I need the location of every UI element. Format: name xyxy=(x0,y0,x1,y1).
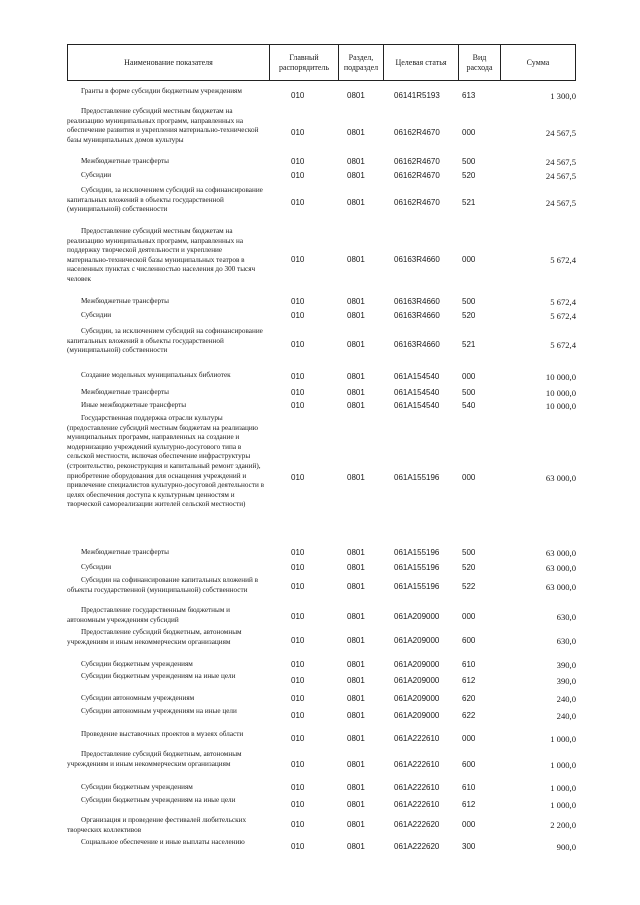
row-section: 0801 xyxy=(347,694,365,703)
row-name: Гранты в форме субсидии бюджетным учреждениям xyxy=(81,87,242,95)
row-name: Субсидии xyxy=(81,563,112,571)
table-row xyxy=(67,227,576,293)
row-sum: 2 200,0 xyxy=(550,820,576,830)
row-article: 06162R4670 xyxy=(394,198,440,207)
row-name: Иные межбюджетные трансферты xyxy=(81,401,187,409)
table-row xyxy=(67,371,576,383)
row-name: Межбюджетные трансферты xyxy=(81,388,169,396)
row-main: 010 xyxy=(291,198,305,207)
row-article: 061A222610 xyxy=(394,734,440,743)
row-expense: 500 xyxy=(462,157,476,166)
table-row xyxy=(67,660,576,670)
row-sum: 24 567,5 xyxy=(545,198,576,208)
row-expense: 522 xyxy=(462,582,476,591)
table-row xyxy=(67,327,576,363)
row-section: 0801 xyxy=(347,157,365,166)
row-section: 0801 xyxy=(347,734,365,743)
row-section: 0801 xyxy=(347,711,365,720)
row-sum: 63 000,0 xyxy=(545,548,576,558)
row-article: 061A222620 xyxy=(394,842,440,851)
row-section: 0801 xyxy=(347,372,365,381)
row-section: 0801 xyxy=(347,388,365,397)
row-article: 06162R4670 xyxy=(394,128,440,137)
row-article: 061A222610 xyxy=(394,783,440,792)
row-expense: 520 xyxy=(462,311,476,320)
row-name: Субсидии автономным учреждениям xyxy=(81,694,195,702)
table-row xyxy=(67,414,576,542)
row-expense: 610 xyxy=(462,660,476,669)
row-sum: 24 567,5 xyxy=(545,171,576,181)
row-name: Субсидии, за исключением субсидий на софинансирование капитальных вложений в объекты государственной (муниципальной) собственности xyxy=(67,186,263,214)
row-main: 010 xyxy=(291,612,305,621)
row-section: 0801 xyxy=(347,842,365,851)
table-row xyxy=(67,171,576,181)
table-row xyxy=(67,311,576,321)
row-name: Субсидии бюджетным учреждениям xyxy=(81,783,193,791)
row-article: 061A209000 xyxy=(394,711,440,720)
row-article: 061A209000 xyxy=(394,694,440,703)
table-row xyxy=(67,186,576,220)
row-main: 010 xyxy=(291,372,305,381)
row-article: 06141R5193 xyxy=(394,91,440,100)
row-section: 0801 xyxy=(347,128,365,137)
row-main: 010 xyxy=(291,800,305,809)
row-article: 061A222610 xyxy=(394,760,440,769)
row-main: 010 xyxy=(291,842,305,851)
row-sum: 240,0 xyxy=(556,694,576,704)
row-expense: 620 xyxy=(462,694,476,703)
row-article: 06163R4660 xyxy=(394,340,440,349)
row-main: 010 xyxy=(291,820,305,829)
row-main: 010 xyxy=(291,401,305,410)
row-name: Субсидии xyxy=(81,171,112,179)
table-row xyxy=(67,297,576,307)
row-article: 061A155196 xyxy=(394,548,440,557)
row-name: Субсидии, за исключением субсидий на софинансирование капитальных вложений в объекты государственной (муниципальной) собственности xyxy=(67,327,263,355)
row-section: 0801 xyxy=(347,473,365,482)
row-name: Предоставление субсидий местным бюджетам на реализацию муниципальных программ, направленных на обеспечение развития и укрепления материально-технической базы муниципальных домов культуры xyxy=(67,107,259,144)
row-expense: 000 xyxy=(462,612,476,621)
table-row xyxy=(67,576,576,598)
row-expense: 000 xyxy=(462,128,476,137)
row-section: 0801 xyxy=(347,171,365,180)
row-section: 0801 xyxy=(347,297,365,306)
row-main: 010 xyxy=(291,128,305,137)
row-main: 010 xyxy=(291,297,305,306)
row-main: 010 xyxy=(291,711,305,720)
row-expense: 520 xyxy=(462,563,476,572)
table-row xyxy=(67,606,576,628)
row-sum: 390,0 xyxy=(556,660,576,670)
row-expense: 622 xyxy=(462,711,476,720)
row-section: 0801 xyxy=(347,548,365,557)
row-article: 061A154540 xyxy=(394,401,440,410)
row-sum: 1 000,0 xyxy=(550,783,576,793)
row-article: 061A154540 xyxy=(394,372,440,381)
row-expense: 000 xyxy=(462,255,476,264)
row-expense: 000 xyxy=(462,473,476,482)
row-sum: 63 000,0 xyxy=(545,582,576,592)
row-article: 061A209000 xyxy=(394,660,440,669)
table-row xyxy=(67,87,576,105)
row-name: Субсидии бюджетным учреждениям на иные цели xyxy=(81,796,236,804)
row-expense: 612 xyxy=(462,676,476,685)
row-name: Социальное обеспечение и иные выплаты населению xyxy=(81,838,245,846)
row-expense: 500 xyxy=(462,548,476,557)
row-section: 0801 xyxy=(347,760,365,769)
row-expense: 000 xyxy=(462,734,476,743)
row-section: 0801 xyxy=(347,660,365,669)
row-section: 0801 xyxy=(347,636,365,645)
row-main: 010 xyxy=(291,582,305,591)
row-main: 010 xyxy=(291,676,305,685)
row-expense: 500 xyxy=(462,297,476,306)
row-section: 0801 xyxy=(347,401,365,410)
table-header xyxy=(67,44,576,81)
row-main: 010 xyxy=(291,563,305,572)
row-sum: 240,0 xyxy=(556,711,576,721)
row-section: 0801 xyxy=(347,340,365,349)
row-sum: 1 000,0 xyxy=(550,800,576,810)
row-sum: 24 567,5 xyxy=(545,157,576,167)
row-main: 010 xyxy=(291,311,305,320)
table-row xyxy=(67,388,576,398)
header-section: Раздел, подраздел xyxy=(339,45,384,80)
row-sum: 1 000,0 xyxy=(550,734,576,744)
row-expense: 000 xyxy=(462,820,476,829)
row-name: Субсидии автономным учреждениям на иные цели xyxy=(81,707,237,715)
row-expense: 520 xyxy=(462,171,476,180)
row-sum: 1 300,0 xyxy=(550,91,576,101)
header-name: Наименование показателя xyxy=(68,45,270,80)
row-section: 0801 xyxy=(347,582,365,591)
header-expense: Вид расхода xyxy=(459,45,501,80)
row-main: 010 xyxy=(291,636,305,645)
row-main: 010 xyxy=(291,157,305,166)
table-row xyxy=(67,157,576,167)
row-main: 010 xyxy=(291,660,305,669)
row-article: 061A222620 xyxy=(394,820,440,829)
row-main: 010 xyxy=(291,171,305,180)
header-sum: Сумма xyxy=(526,57,550,67)
table-row xyxy=(67,816,576,834)
table-row xyxy=(67,401,576,411)
row-article: 06163R4660 xyxy=(394,297,440,306)
row-article: 06162R4670 xyxy=(394,157,440,166)
row-article: 061A155196 xyxy=(394,563,440,572)
row-name: Субсидии на софинансирование капитальных вложений в объекты государственной (муниципальной) собственности xyxy=(67,576,259,594)
row-main: 010 xyxy=(291,760,305,769)
row-main: 010 xyxy=(291,388,305,397)
row-sum: 10 000,0 xyxy=(545,372,576,382)
table-row xyxy=(67,548,576,558)
row-section: 0801 xyxy=(347,198,365,207)
row-name: Субсидии бюджетным учреждениям xyxy=(81,660,193,668)
row-name: Организация и проведение фестивалей любительских творческих коллективов xyxy=(67,816,247,834)
row-expense: 613 xyxy=(462,91,476,100)
row-sum: 5 672,4 xyxy=(550,297,576,307)
row-sum: 5 672,4 xyxy=(550,340,576,350)
row-expense: 521 xyxy=(462,340,476,349)
row-sum: 5 672,4 xyxy=(550,311,576,321)
row-article: 06163R4660 xyxy=(394,255,440,264)
row-article: 061A154540 xyxy=(394,388,440,397)
table-row xyxy=(67,730,576,748)
table-row xyxy=(67,694,576,704)
row-section: 0801 xyxy=(347,612,365,621)
row-article: 061A209000 xyxy=(394,676,440,685)
row-sum: 63 000,0 xyxy=(545,563,576,573)
row-sum: 630,0 xyxy=(556,612,576,622)
table-row xyxy=(67,563,576,573)
row-main: 010 xyxy=(291,734,305,743)
row-article: 061A155196 xyxy=(394,582,440,591)
row-article: 061A209000 xyxy=(394,612,440,621)
row-main: 010 xyxy=(291,340,305,349)
row-name: Предоставление субсидий бюджетным, автономным учреждениям и иным некоммерческим организациям xyxy=(67,628,242,646)
row-name: Государственная поддержка отрасли культуры (предоставление субсидий местным бюджетам на реализацию муниципальных программ, направленных на создание и модернизацию учреждений культурно-досугового типа в сельской местности, включая обеспечение инфраструктуры (строительство, реконструкция и капитальный ремонт зданий), приобретение оборудования для оснащения учреждений и привлечение специалистов культурно-досуговой деятельности в целях обеспечения доступа к культурным ценностям и творческой самореализации жителей сельской местности) xyxy=(67,414,265,509)
row-sum: 5 672,4 xyxy=(550,255,576,265)
row-section: 0801 xyxy=(347,255,365,264)
row-name: Межбюджетные трансферты xyxy=(81,548,169,556)
table-row xyxy=(67,750,576,780)
row-main: 010 xyxy=(291,694,305,703)
row-main: 010 xyxy=(291,91,305,100)
table-row xyxy=(67,707,576,725)
row-main: 010 xyxy=(291,473,305,482)
row-section: 0801 xyxy=(347,783,365,792)
row-section: 0801 xyxy=(347,91,365,100)
row-expense: 612 xyxy=(462,800,476,809)
row-sum: 900,0 xyxy=(556,842,576,852)
row-section: 0801 xyxy=(347,820,365,829)
table-row xyxy=(67,672,576,690)
table-row xyxy=(67,783,576,793)
row-expense: 610 xyxy=(462,783,476,792)
row-main: 010 xyxy=(291,255,305,264)
row-expense: 500 xyxy=(462,388,476,397)
row-article: 061A209000 xyxy=(394,636,440,645)
row-name: Субсидии xyxy=(81,311,112,319)
header-article: Целевая статья xyxy=(384,45,459,80)
row-sum: 10 000,0 xyxy=(545,388,576,398)
row-expense: 300 xyxy=(462,842,476,851)
header-main: Главный распорядитель xyxy=(270,45,339,80)
row-sum: 24 567,5 xyxy=(545,128,576,138)
row-name: Межбюджетные трансферты xyxy=(81,157,169,165)
row-sum: 63 000,0 xyxy=(545,473,576,483)
row-section: 0801 xyxy=(347,563,365,572)
row-article: 061A155196 xyxy=(394,473,440,482)
row-expense: 600 xyxy=(462,760,476,769)
row-section: 0801 xyxy=(347,676,365,685)
row-name: Проведение выставочных проектов в музеях области xyxy=(81,730,244,738)
row-sum: 1 000,0 xyxy=(550,760,576,770)
table-row xyxy=(67,107,576,159)
row-expense: 000 xyxy=(462,372,476,381)
table-row xyxy=(67,796,576,814)
row-name: Предоставление государственным бюджетным и автономным учреждениям субсидий xyxy=(67,606,231,624)
row-expense: 600 xyxy=(462,636,476,645)
row-article: 06163R4660 xyxy=(394,311,440,320)
row-sum: 630,0 xyxy=(556,636,576,646)
row-article: 061A222610 xyxy=(394,800,440,809)
row-sum: 390,0 xyxy=(556,676,576,686)
row-name: Субсидии бюджетным учреждениям на иные цели xyxy=(81,672,236,680)
row-expense: 521 xyxy=(462,198,476,207)
row-name: Предоставление субсидий местным бюджетам на реализацию муниципальных программ, направленных на поддержку творческой деятельности и укрепление материально-технической базы муниципальных театров в населенных пунктах с численностью населения до 300 тысяч человек xyxy=(67,227,256,283)
row-expense: 540 xyxy=(462,401,476,410)
row-main: 010 xyxy=(291,548,305,557)
row-article: 06162R4670 xyxy=(394,171,440,180)
row-main: 010 xyxy=(291,783,305,792)
table-row xyxy=(67,628,576,654)
row-name: Межбюджетные трансферты xyxy=(81,297,169,305)
table-row xyxy=(67,838,576,856)
row-section: 0801 xyxy=(347,800,365,809)
row-section: 0801 xyxy=(347,311,365,320)
row-name: Создание модельных муниципальных библиотек xyxy=(81,371,231,379)
row-name: Предоставление субсидий бюджетным, автономным учреждениям и иным некоммерческим организациям xyxy=(67,750,242,768)
row-sum: 10 000,0 xyxy=(545,401,576,411)
